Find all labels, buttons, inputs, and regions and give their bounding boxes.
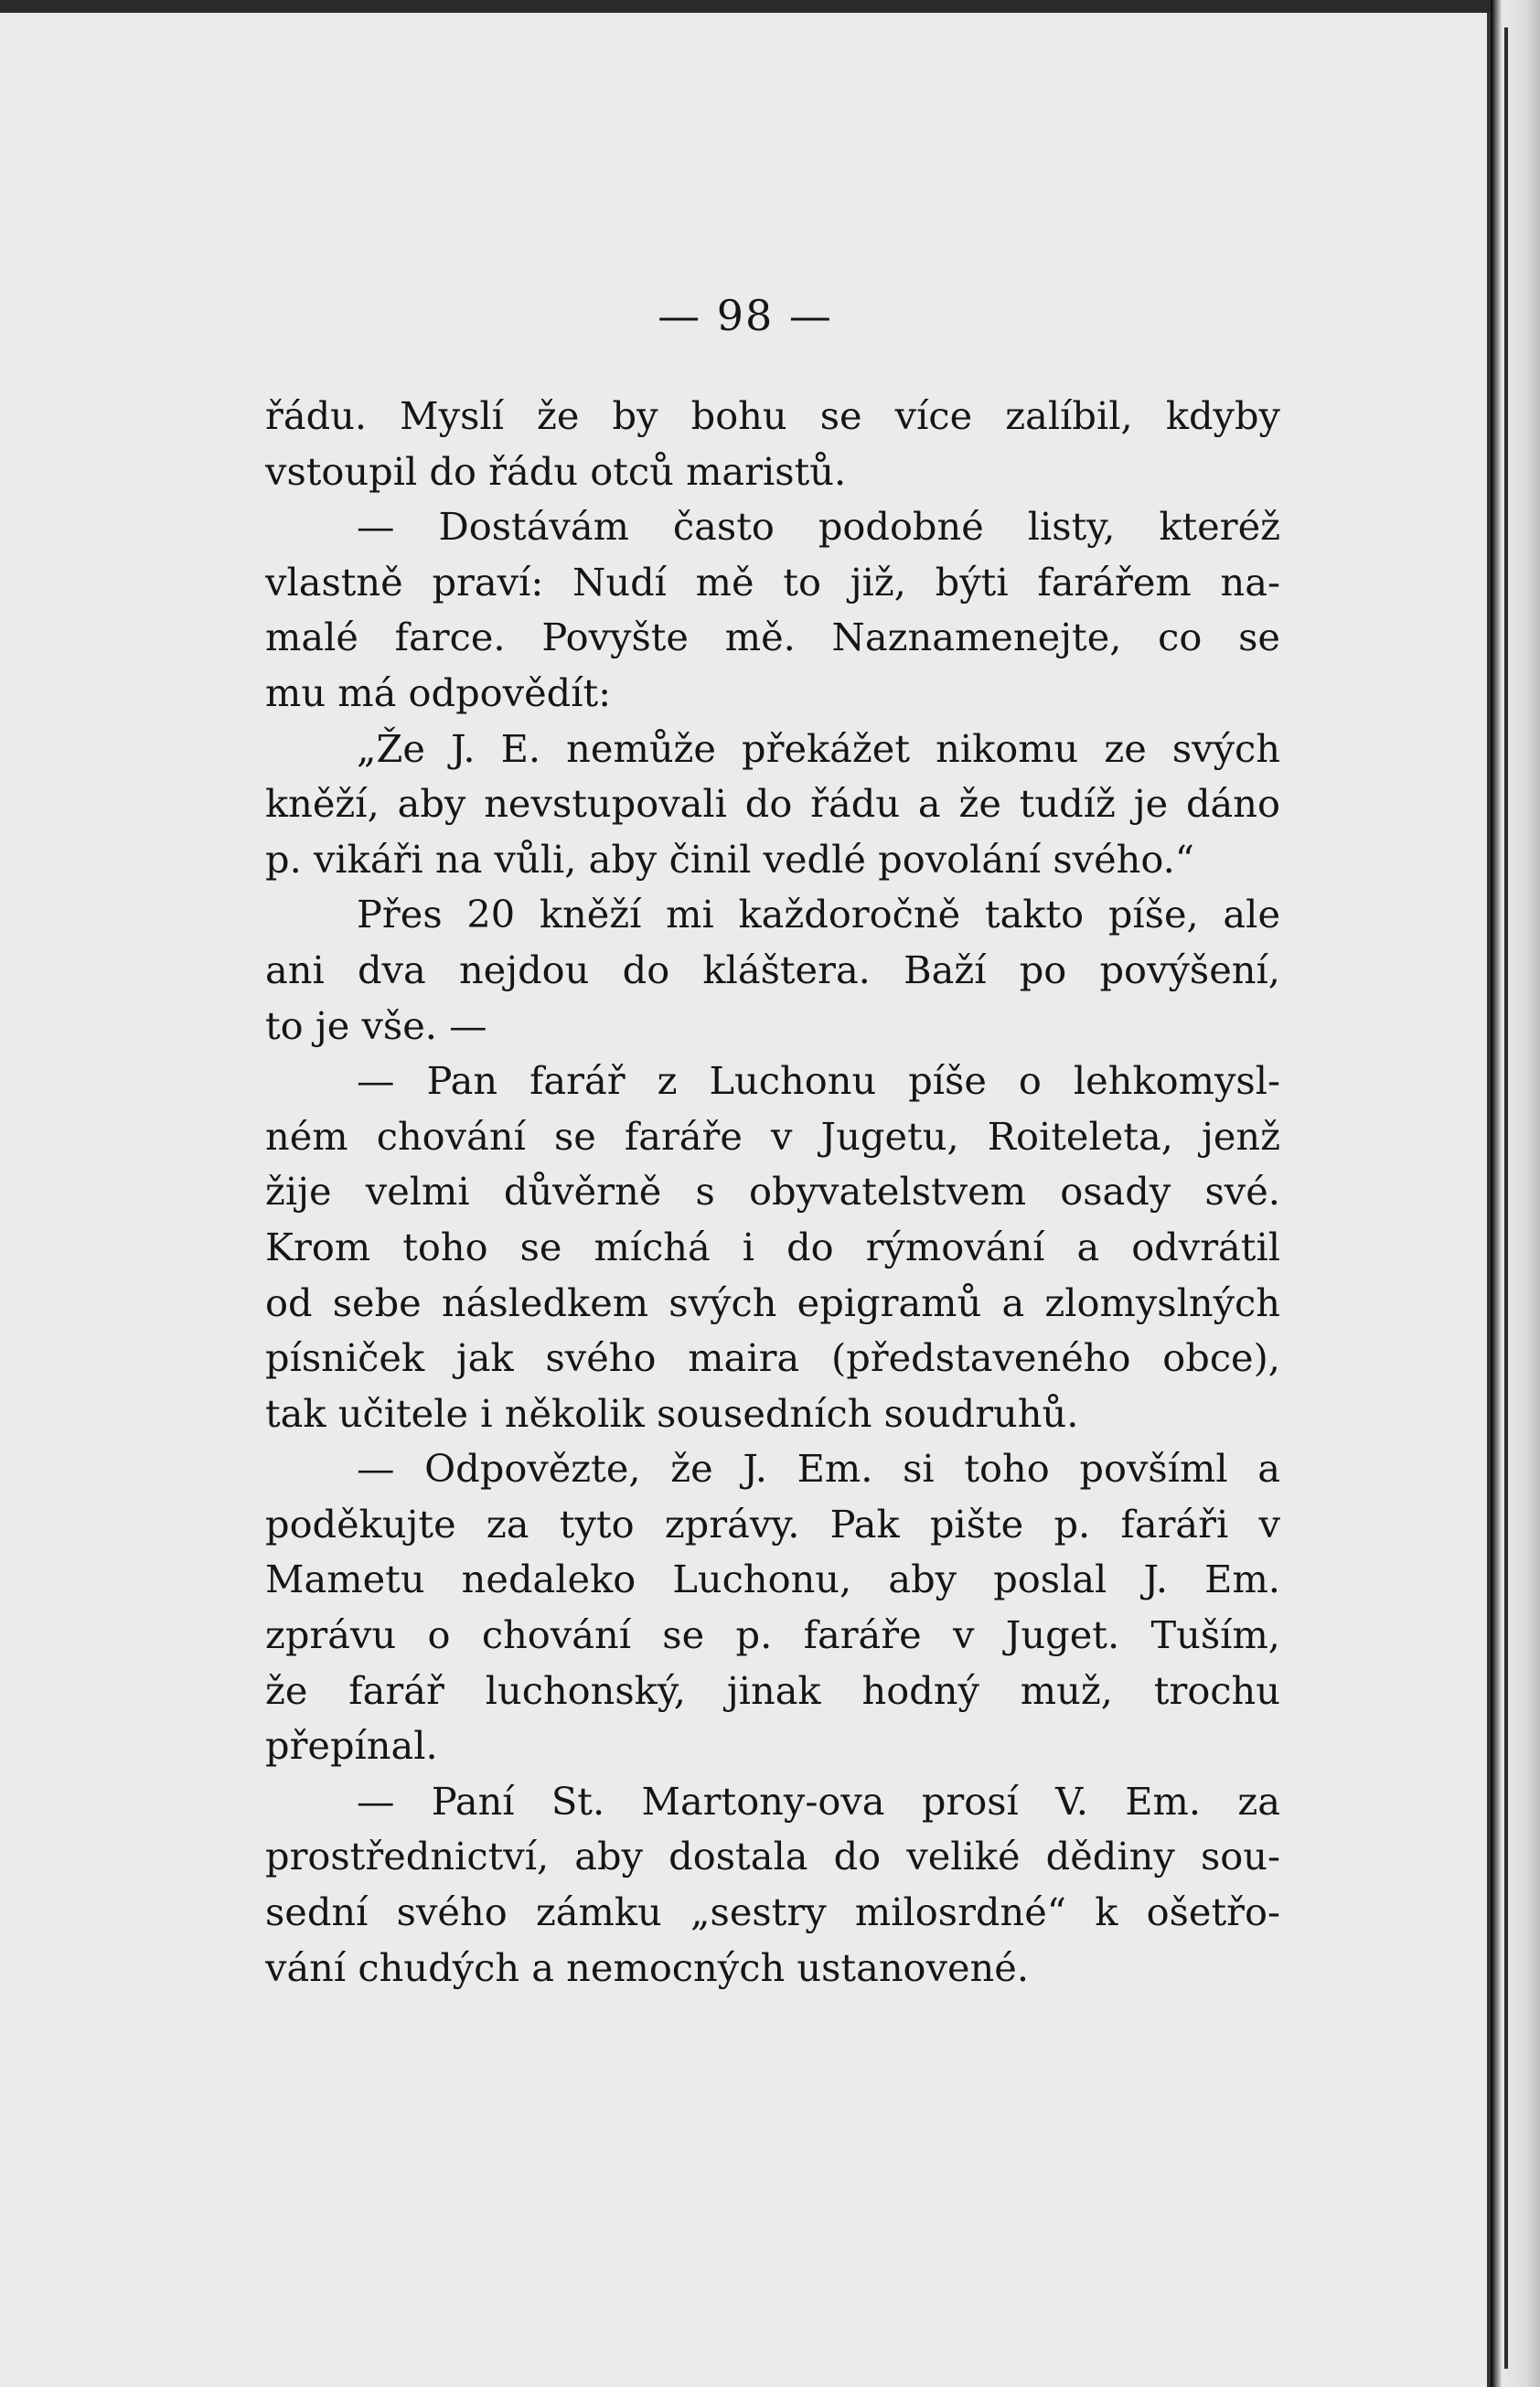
scan-top-edge: [0, 0, 1491, 13]
text-line: ném chování se faráře v Jugetu, Roiteleta, jenž: [265, 1113, 1280, 1159]
text-line: od sebe následkem svých epigramů a zlomyslných: [265, 1279, 1280, 1325]
text-line: vlastně praví: Nudí mě to již, býti farářem na-: [265, 559, 1280, 605]
text-line: kněží, aby nevstupovali do řádu a že tudíž je dáno: [265, 781, 1280, 827]
text-line: řádu. Myslí že by bohu se více zalíbil, kdyby: [265, 393, 1280, 438]
text-line: vání chudých a nemocných ustanovené.: [265, 1944, 1030, 1990]
page-number: — 98 —: [658, 291, 833, 340]
text-line: že farář luchonský, jinak hodný muž, trochu: [265, 1667, 1280, 1713]
text-line: Krom toho se míchá i do rýmování a odvrátil: [265, 1224, 1280, 1269]
text-line: — Dostávám často podobné listy, kteréž: [357, 504, 1280, 550]
text-line: — Pan farář z Luchonu píše o lehkomysl-: [357, 1058, 1280, 1104]
text-line: tak učitele i několik sousedních soudruhů.: [265, 1390, 1079, 1436]
text-line: p. vikáři na vůli, aby činil vedlé povolání svého.“: [265, 836, 1195, 882]
text-line: „Že J. E. nemůže překážet nikomu ze svých: [357, 725, 1280, 771]
text-line: prostřednictví, aby dostala do veliké dědiny sou-: [265, 1834, 1280, 1879]
page-gutter: [1492, 0, 1540, 2387]
text-line: zprávu o chování se p. faráře v Juget. Tuším,: [265, 1612, 1280, 1658]
text-line: — Paní St. Martony-ova prosí V. Em. za: [357, 1778, 1280, 1824]
text-line: písniček jak svého maira (představeného obce),: [265, 1335, 1280, 1381]
text-line: vstoupil do řádu otců maristů.: [265, 448, 847, 494]
text-line: přepínal.: [265, 1723, 438, 1769]
text-line: ani dva nejdou do kláštera. Baží po povýšení,: [265, 947, 1280, 992]
text-line: mu má odpovědít:: [265, 669, 612, 715]
text-line: poděkujte za tyto zprávy. Pak pište p. faráři v: [265, 1501, 1280, 1547]
text-line: žije velmi důvěrně s obyvatelstvem osady své.: [265, 1169, 1280, 1215]
page-gutter-line: [1504, 27, 1508, 2369]
text-line: Přes 20 kněží mi každoročně takto píše, ale: [357, 892, 1280, 937]
text-line: — Odpovězte, že J. Em. si toho povšíml a: [357, 1446, 1280, 1492]
text-line: sední svého zámku „sestry milosrdné“ k ošetřo-: [265, 1889, 1280, 1935]
text-line: Mametu nedaleko Luchonu, aby poslal J. Em.: [265, 1557, 1280, 1602]
text-line: malé farce. Povyšte mě. Naznamenejte, co se: [265, 615, 1280, 660]
text-line: to je vše. —: [265, 1002, 487, 1048]
body-text: [265, 389, 1280, 1996]
